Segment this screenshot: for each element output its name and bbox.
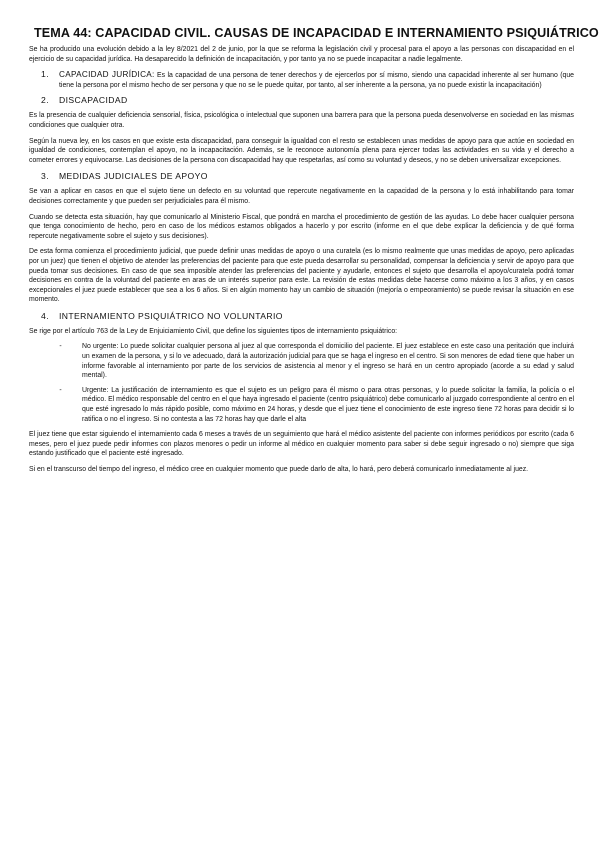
dash-bullet: -	[59, 343, 62, 351]
intro-paragraph: Se ha producido una evolución debido a la ley 8/2021 del 2 de junio, por la que se reforma la legislación civil y procesal para el apoyo a las personas con discapacidad en el ejercicio de su capacidad jurídica. Ha desaparecido la definición de incapacitación, y por tanto ya no se puede incapacitar a nadie legalmente.	[29, 46, 574, 63]
discapacidad-paragraph-1: Es la presencia de cualquier deficiencia sensorial, física, psicológica o intelectual que suponen una barrera para que la persona pueda desenvolverse en sociedad en las mismas condiciones que cualquier otra.	[29, 112, 574, 129]
section-title: MEDIDAS JUDICIALES DE APOYO	[59, 171, 208, 182]
document-title: TEMA 44: CAPACIDAD CIVIL. CAUSAS DE INCAPACIDAD E INTERNAMIENTO PSIQUIÁTRICO	[34, 26, 599, 40]
list-item-text: Urgente: La justificación de internamiento es que el sujeto es un peligro para él mismo o para otras personas, y lo puede solicitar la familia, la policía o el médico. El médico responsable del centro en el que haya ingresado el paciente (centro psiquiátrico) debe comunicarlo al juzgado correspondiente al centro en el que esté ingresado lo más rápido posible, como máximo en 24 horas, y desde que el juez tiene el conocimiento de este ingreso tiene 72 horas para decidir si lo ratifica o no el ingreso. Si no contesta a las 72 horas hay que darle el alta	[82, 386, 574, 423]
term-capacidad-juridica: CAPACIDAD JURÍDICA:	[59, 70, 155, 80]
medidas-paragraph-3: De esta forma comienza el procedimiento judicial, que puede definir unas medidas de apoyo o una curatela (es lo mismo realmente que unas medidas de apoyo, pero aplicadas por un juez) que tienen el objetivo de atender las preferencias del paciente para que este pueda desarrollar su personalidad, compensar la deficiencia y servir de apoyo para que pueda tomar sus decisiones. En caso de que sea imposible atender las preferencias del paciente y ayudarle, entonces el sujeto que desarrolla el apoyo/curatela podrá tomar decisiones en contra de la voluntad del paciente en aras de un interés superior para este. La revisión de estas medidas debe hacerse como máximo a los 3 años, y en casos excepcionales el juez puede establecer que sea a los 6 años. Si en algún momento hay un cambio de situación (mejoría o empeoramiento) se puede revisar la situación en ese momento.	[29, 248, 574, 304]
internamiento-types-list	[29, 342, 574, 424]
section-number: 1.	[41, 69, 49, 80]
list-item-text: No urgente: Lo puede solicitar cualquier persona al juez al que corresponda el domicilio del paciente. El juez establece en este caso una peritación que incluirá un examen de la persona, y si lo ve adecuado, dará la autorización judicial para que se haga el ingreso en el centro. Si son menores de edad tiene que haber un informe favorable al internamiento por parte de los servicios de asistencia al menor y el ingreso se hará en un centro apropiado (acorde a su edad y salud mental).	[82, 343, 574, 380]
section-heading-medidas	[29, 171, 574, 182]
section-capacidad-juridica	[29, 70, 574, 90]
section-number: 4.	[41, 310, 49, 321]
medidas-paragraph-2: Cuando se detecta esta situación, hay que comunicarlo al Ministerio Fiscal, que pondrá en marcha el procedimiento de gestión de las ayudas. Lo debe hacer cualquier persona que tenga conocimiento de hecho, pero en caso de los médicos estamos obligados a hacerlo y por escrito (informe en el que debe explicar la deficiencia y de qué forma repercute negativamente sobre el sujeto y sus decisiones).	[29, 213, 574, 240]
section-number: 3.	[41, 171, 49, 182]
internamiento-intro: Se rige por el artículo 763 de la Ley de Enjuiciamiento Civil, que define los siguientes tipos de internamiento psiquiátrico:	[29, 327, 398, 335]
section-heading-internamiento	[29, 311, 574, 322]
list-item-urgente	[29, 386, 574, 424]
section-number: 2.	[41, 95, 49, 106]
medidas-paragraph-1: Se van a aplicar en casos en que el sujeto tiene un defecto en su voluntad que repercute negativamente en la capacidad de la persona y lo está inhabilitando para tomar decisiones correctamente y que pueden ser perjudiciales para él mismo.	[29, 188, 574, 205]
list-item-no-urgente	[29, 342, 574, 380]
section-title: INTERNAMIENTO PSIQUIÁTRICO NO VOLUNTARIO	[59, 310, 283, 321]
discapacidad-paragraph-2: Según la nueva ley, en los casos en que existe esta discapacidad, para conseguir la igualdad con el resto se establecen unas medidas de apoyo para que actúe en sociedad en igualdad de condiciones, contemplan el apoyo, no la incapacitación. Además, se le reconoce autonomía plena para ejercer todas las actividades en su vida y el derecho a cometer errores y equivocarse. Las decisiones de la persona con discapacidad hay que respetarlas, así como su voluntad y deseos, y no se deben universalizar excepciones.	[29, 137, 574, 164]
internamiento-paragraph-3: Si en el transcurso del tiempo del ingreso, el médico cree en cualquier momento que puede darlo de alta, lo hará, pero deberá comunicarlo inmediatamente al juez.	[29, 466, 529, 473]
section-heading-discapacidad	[29, 95, 574, 106]
dash-bullet: -	[59, 386, 62, 394]
internamiento-paragraph-2: El juez tiene que estar siguiendo el internamiento cada 6 meses a través de un seguimiento que hará el médico asistente del paciente con informes periódicos por escrito (cada 6 meses, pero el juez puede pedir informes con plazos menores o pedir un informe al médico en cualquier momento para saber si debe seguir ingresado o no) siempre que siga estando justificado que el paciente esté ingresado.	[29, 431, 574, 458]
definition-capacidad-juridica: Es la capacidad de una persona de tener derechos y de ejercerlos por sí mismo, siendo una capacidad inherente al ser humano (que tiene la persona por el mismo hecho de ser persona y que no se le puede quitar, por tanto, al ser inherente a la persona, ya no puede existir la incapacitación)	[59, 72, 575, 89]
section-title: DISCAPACIDAD	[59, 95, 128, 106]
document-body	[29, 45, 574, 481]
